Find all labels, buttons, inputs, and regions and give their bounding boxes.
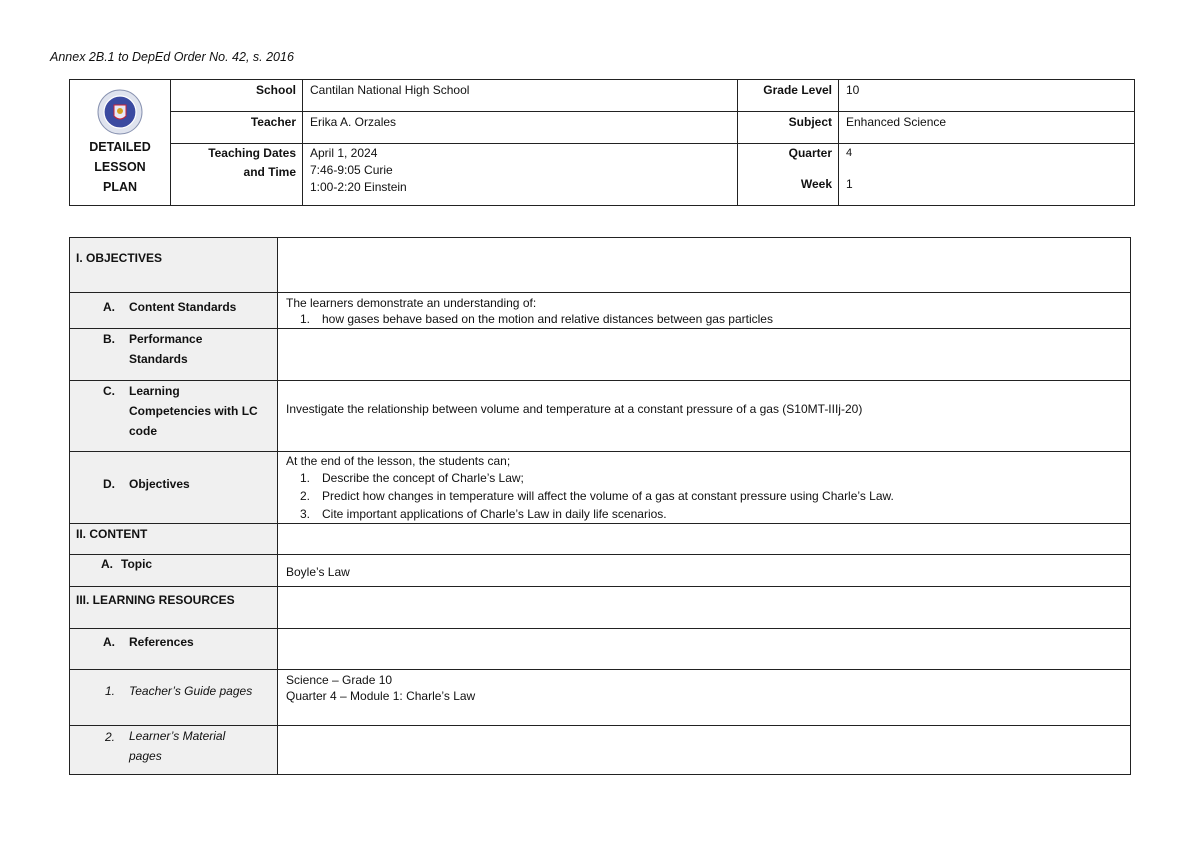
teachers-guide-line: Quarter 4 – Module 1: Charle’s Law: [286, 689, 476, 703]
week-value: 1: [846, 177, 853, 191]
content-standards-label: A. Content Standards: [103, 300, 237, 314]
grade-level-value: 10: [846, 83, 860, 97]
deped-seal-icon: [97, 89, 143, 135]
content-section-row: [70, 524, 1130, 555]
objectives-row: [70, 452, 1130, 524]
performance-standards-label: Performance Standards: [129, 332, 203, 366]
topic-value: Boyle’s Law: [286, 565, 350, 579]
learning-competencies-letter: C.: [103, 384, 115, 398]
objective-item: 3. Cite important applications of Charle’s Law in daily life scenarios.: [299, 507, 667, 521]
school-value: Cantilan National High School: [310, 83, 470, 97]
learning-competencies-row: [70, 381, 1130, 452]
objective-item: 1. Describe the concept of Charle’s Law;: [299, 471, 524, 485]
objectives-section-row: [70, 238, 1130, 293]
learning-resources-heading: III. LEARNING RESOURCES: [76, 593, 235, 607]
topic-label: A. Topic: [101, 557, 153, 571]
quarter-label: Quarter: [788, 146, 832, 160]
content-standards-intro: The learners demonstrate an understanding of:: [286, 296, 537, 310]
header-table: [69, 79, 1135, 206]
objective-item: 2. Predict how changes in temperature will affect the volume of a gas at constant pressure using Charle’s Law.: [299, 489, 894, 503]
document-type: DETAILED LESSON PLAN: [89, 140, 151, 194]
performance-standards-row: [70, 329, 1130, 381]
objectives-intro: At the end of the lesson, the students can;: [286, 454, 511, 468]
teachers-guide-line: Science – Grade 10: [286, 673, 393, 687]
topic-row: [70, 555, 1130, 587]
learners-material-row: [70, 726, 1130, 774]
references-row: [70, 629, 1130, 670]
content-standards-item: 1. how gases behave based on the motion and relative distances between gas particles: [299, 312, 773, 326]
annex-reference: Annex 2B.1 to DepEd Order No. 42, s. 2016: [50, 50, 294, 64]
content-standards-row: [70, 293, 1130, 329]
references-label: A. References: [103, 635, 194, 649]
teachers-guide-label: Teacher’s Guide pages: [129, 684, 253, 698]
teaching-dates-value: April 1, 2024 7:46-9:05 Curie 1:00-2:20 Einstein: [310, 146, 407, 194]
teacher-label: Teacher: [250, 115, 296, 129]
teacher-value: Erika A. Orzales: [310, 115, 397, 129]
teaching-dates-label: Teaching Dates and Time: [208, 146, 296, 179]
teachers-guide-num: 1.: [105, 684, 116, 698]
learning-competencies-text: Investigate the relationship between volume and temperature at a constant pressure of a gas (S10MT-IIIj-20): [286, 402, 863, 416]
content-heading: II. CONTENT: [76, 527, 148, 541]
learning-resources-row: [70, 587, 1130, 629]
subject-label: Subject: [788, 115, 832, 129]
learners-material-num: 2.: [105, 730, 116, 744]
school-label: School: [255, 83, 296, 97]
grade-level-label: Grade Level: [763, 83, 832, 97]
learning-competencies-label: Learning Competencies with LC code: [129, 384, 258, 438]
objectives-label: D. Objectives: [103, 477, 190, 491]
subject-value: Enhanced Science: [846, 115, 947, 129]
learners-material-label: Learner’s Material pages: [129, 729, 226, 763]
teachers-guide-row: [70, 670, 1130, 726]
quarter-value: 4: [846, 147, 853, 159]
lesson-plan-table: [69, 237, 1131, 775]
objectives-heading: I. OBJECTIVES: [76, 251, 163, 265]
performance-standards-letter: B.: [103, 332, 115, 346]
week-label: Week: [800, 177, 832, 191]
